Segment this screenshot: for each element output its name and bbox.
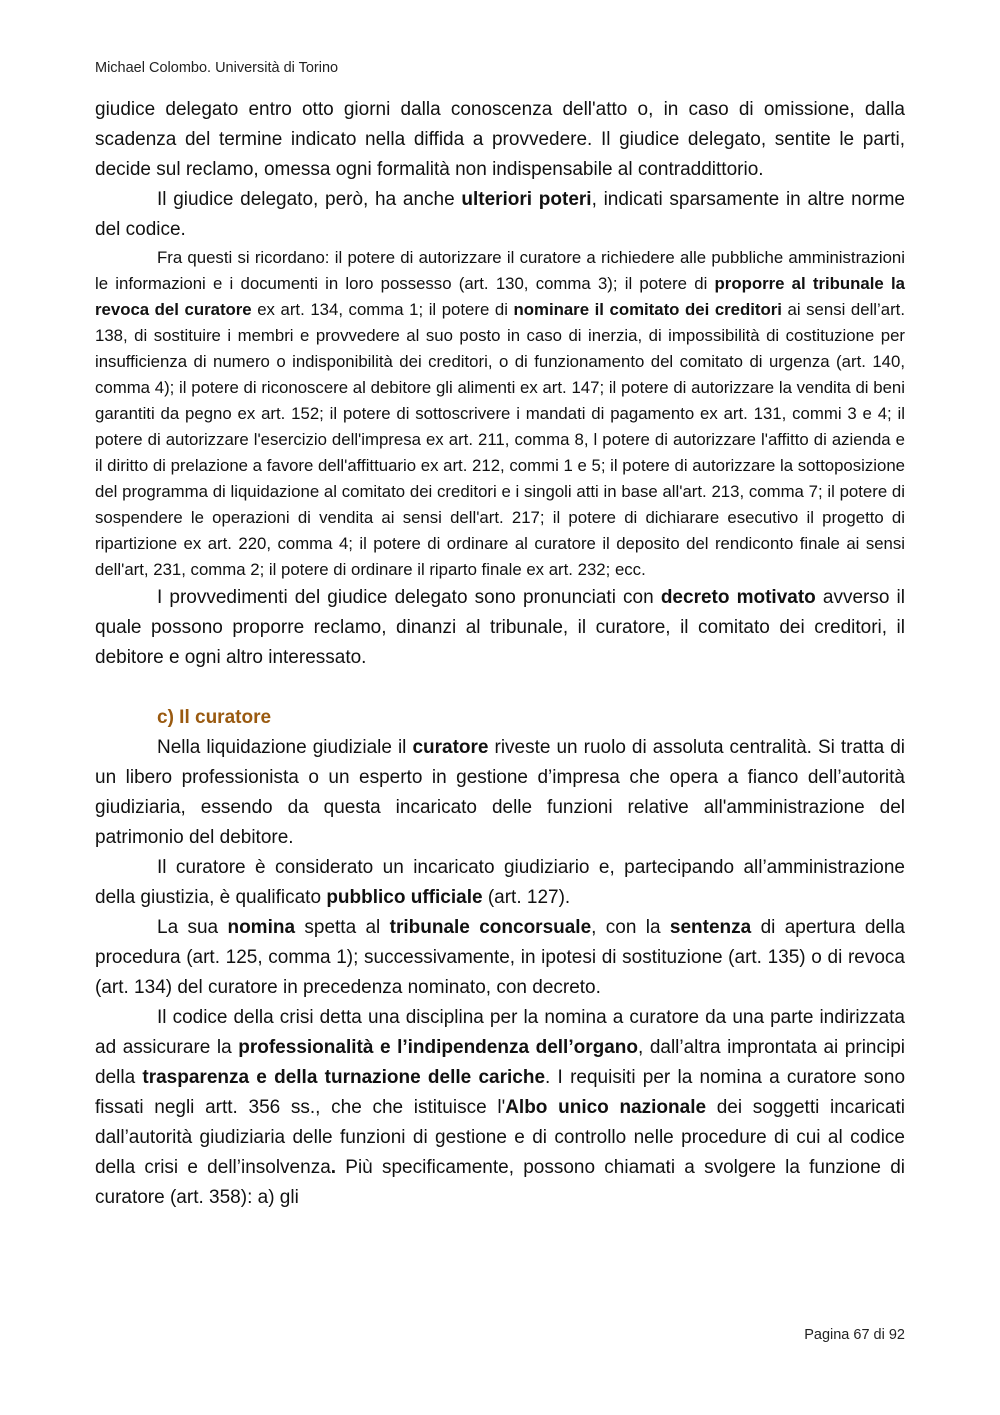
text-run: ai sensi dell’art. 138, di sostituire i membri e provvedere al suo posto in caso di inerzia, di impossibilità di costituzione per insufficienza di numero o indisponibilità dei creditori, o di funzionamento del comitato di urgenza (art. 140, comma 4); il potere di riconoscere al debitore gli alimenti ex art. 147; il potere di autorizzare la vendita di beni garantiti da pegno ex art. 152; il potere di sottoscrivere i mandati di pagamento ex art. 131, commi 3 e 4; il potere di autorizzare l'esercizio dell'impresa ex art. 211, comma 8, l potere di autorizzare l'affitto di azienda e il diritto di prelazione a favore dell'affittuario ex art. 212, commi 1 e 5; il potere di autorizzare la sottoposizione del programma di liquidazione al comitato dei creditori e i singoli atti in base all'art. 213, comma 7; il potere di sospendere le operazioni di vendita ai sensi dell'art. 217; il potere di dichiarare esecutivo il progetto di ripartizione ex art. 220, comma 4; il potere di ordinare al curatore il deposito del rendiconto finale ai sensi dell'art, 231, comma 2; il potere di ordinare il riparto finale ex art. 232; ecc. — [95, 300, 906, 579]
text-run: I provvedimenti del giudice delegato sono pronunciati con — [157, 587, 661, 608]
bold-run: tribunale concorsuale — [389, 917, 592, 938]
text-run: . I requisiti per la nomina a curatore sono fissati negli artt. 356 ss., che che istituisce l' — [95, 1067, 906, 1118]
running-header: Michael Colombo. Università di Torino — [95, 60, 339, 76]
bold-run: sentenza — [669, 917, 752, 938]
bold-run: decreto motivato — [660, 587, 816, 608]
bold-run: Albo unico nazionale — [505, 1097, 707, 1118]
paragraph-continuation — [95, 95, 905, 185]
page-body — [95, 95, 905, 1213]
page-number: Pagina 67 di 92 — [804, 1327, 905, 1343]
text-run: Il giudice delegato, però, ha anche — [157, 189, 462, 210]
bold-run: nominare il comitato dei creditori — [513, 300, 782, 319]
text-run: spetta al — [295, 917, 390, 938]
text-run: Il curatore è considerato un incaricato giudiziario e, partecipando all’amministrazione della giustizia, è qualificato — [95, 857, 905, 908]
paragraph-ulteriori-poteri — [95, 185, 905, 245]
bold-run: ulteriori poteri — [461, 189, 592, 210]
text-run: ex art. 134, comma 1; il potere di — [251, 300, 514, 319]
text-run: di apertura della procedura (art. 125, comma 1); successivamente, in ipotesi di sostituzione (art. 135) o di revoca (art. 134) del curatore in precedenza nominato, con decreto. — [95, 917, 905, 998]
text-run: , con la — [591, 917, 670, 938]
text-run: , indicati sparsamente in altre norme del codice. — [95, 189, 905, 240]
paragraph-pubblico-ufficiale — [95, 853, 905, 913]
text-run: Nella liquidazione giudiziale il — [157, 737, 413, 758]
bold-run: pubblico ufficiale — [326, 887, 483, 908]
bold-run: nomina — [227, 917, 296, 938]
bold-run: trasparenza e della turnazione delle cariche — [142, 1067, 546, 1088]
text-run: Il codice della crisi detta una disciplina per la nomina a curatore da una parte indirizzata ad assicurare la — [95, 1007, 905, 1058]
text-run: Fra questi si ricordano: il potere di autorizzare il curatore a richiedere alle pubbliche amministrazioni le informazioni e i documenti in loro possesso (art. 130, comma 3); il potere di — [95, 248, 905, 293]
text-run: Più specificamente, possono chiamati a svolgere la funzione di curatore (art. 358): a) gli — [95, 1157, 906, 1208]
bold-run: professionalità e l’indipendenza dell’organo — [238, 1037, 638, 1058]
text-run: giudice delegato entro otto giorni dalla conoscenza dell'atto o, in caso di omissione, dalla scadenza del termine indicato nella diffida a provvedere. Il giudice delegato, sentite le parti, decide sul reclamo, omessa ogni formalità non indispensabile al contraddittorio. — [95, 99, 905, 180]
text-run: La sua — [157, 917, 228, 938]
text-run: dei soggetti incaricati dall’autorità giudiziaria delle funzioni di gestione e di controllo nelle procedure di cui al codice della crisi e dell’insolvenza — [95, 1097, 905, 1178]
text-run: riveste un ruolo di assoluta centralità. Si tratta di un libero professionista o un esperto in gestione d’impresa che opera a fianco dell’autorità giudiziaria, essendo da questa incaricato delle funzioni relative all'amministrazione del patrimonio del debitore. — [95, 737, 905, 848]
bold-run: . — [330, 1157, 337, 1178]
bold-run: curatore — [412, 737, 489, 758]
paragraph-nomina — [95, 913, 905, 1003]
paragraph-albo-unico — [95, 1003, 905, 1213]
paragraph-curatore-ruolo — [95, 733, 905, 853]
paragraph-list-of-powers — [95, 245, 905, 583]
text-run: (art. 127). — [482, 887, 571, 908]
spacer — [95, 673, 905, 703]
bold-run: proporre al tribunale la revoca del curatore — [95, 274, 905, 319]
paragraph-provvedimenti — [95, 583, 905, 673]
text-run: , dall’altra improntata ai principi della — [95, 1037, 905, 1088]
text-run: avverso il quale possono proporre reclamo, dinanzi al tribunale, il curatore, il comitato dei creditori, il debitore e ogni altro interessato. — [95, 587, 905, 668]
section-heading: c) Il curatore — [157, 707, 272, 728]
